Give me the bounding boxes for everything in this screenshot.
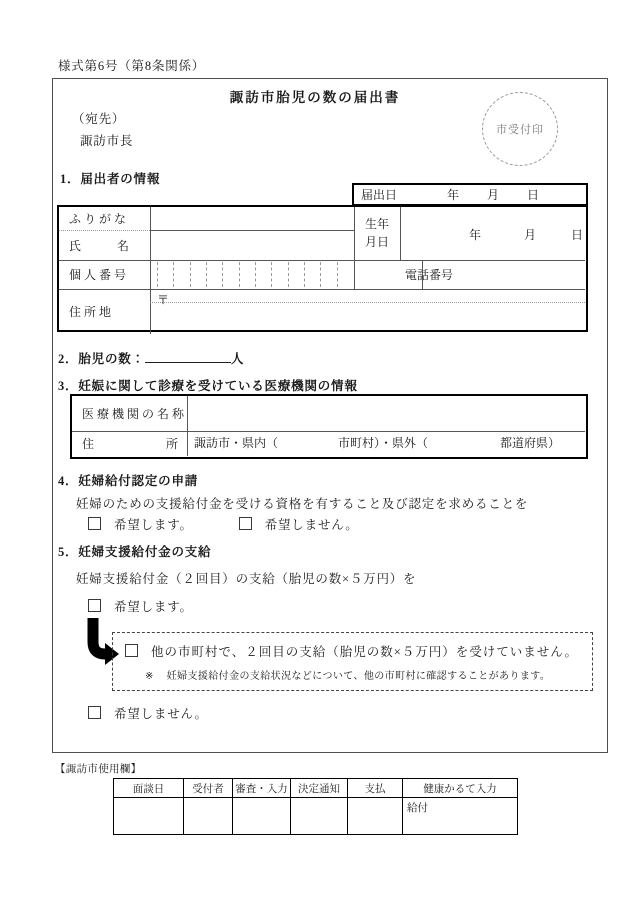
office-use-label: 【諏訪市使用欄】 (55, 764, 142, 775)
furigana-label: ふ り が な (69, 212, 127, 226)
section3-heading: 3．妊娠に関して診療を受けている医療機関の情報 (58, 379, 358, 393)
medical-address-label: 住 所 (82, 437, 178, 451)
personal-number-cells (157, 262, 353, 287)
postal-mark: 〒 (157, 293, 170, 307)
section1-heading: 1．届出者の情報 (60, 172, 161, 186)
cell-decision-notice[interactable] (291, 798, 348, 834)
addressee: 諏訪市長 (80, 134, 134, 148)
cell-interview-date[interactable] (114, 798, 184, 834)
fetus-count-field[interactable] (145, 349, 231, 363)
section4-body: 妊婦のための支援給付金を受ける資格を有すること及び認定を求めることを (76, 497, 529, 511)
report-date-month-label: 月 (487, 188, 500, 202)
address-field[interactable] (151, 303, 585, 334)
personal-number-digit-cell[interactable] (173, 262, 189, 287)
cell-receiver[interactable] (184, 798, 233, 834)
name-field[interactable] (151, 231, 354, 260)
personal-number-digit-cell[interactable] (206, 262, 222, 287)
medical-name-label: 医 療 機 関 の 名 称 (82, 407, 185, 421)
section5-no-checkbox[interactable] (88, 706, 101, 719)
header-decision-notice: 決定通知 (291, 779, 348, 797)
personal-number-digit-cell[interactable] (239, 262, 255, 287)
birth-month-label: 月 (524, 228, 537, 242)
fetus-count-label: 2．胎児の数： (58, 352, 145, 366)
medical-address-options[interactable]: 諏訪市・県内（ 市町村）・県外（ 都道府県） (194, 436, 561, 450)
personal-number-digit-cell[interactable] (190, 262, 206, 287)
report-date-year-label: 年 (447, 188, 460, 202)
header-receiver: 受付者 (184, 779, 233, 797)
personal-number-digit-cell[interactable] (320, 262, 336, 287)
section5-yes-label: 希望します。 (114, 600, 193, 614)
personal-number-label: 個 人 番 号 (69, 268, 127, 282)
applicant-table (57, 205, 588, 332)
header-payment: 支払 (348, 779, 403, 797)
furigana-field[interactable] (151, 207, 354, 230)
section5-no-option (88, 704, 208, 722)
office-use-data-row (114, 798, 517, 834)
section2-line (58, 349, 244, 367)
addressee-label: （宛先） (72, 112, 126, 126)
personal-number-digit-cell[interactable] (337, 262, 353, 287)
personal-number-digit-cell[interactable] (271, 262, 287, 287)
confirmation-line (125, 642, 578, 660)
phone-field[interactable] (423, 261, 585, 289)
header-interview-date: 面談日 (114, 779, 184, 797)
city-receipt-stamp (482, 92, 558, 166)
confirmation-box (112, 632, 593, 691)
divider (354, 207, 355, 289)
personal-number-digit-cell[interactable] (255, 262, 271, 287)
report-date-label: 届出日 (361, 188, 398, 202)
section4-options (88, 515, 359, 533)
confirmation-text: 他の市町村で、２回目の支給（胎児の数×５万円）を受けていません。 (151, 645, 579, 659)
birth-year-label: 年 (469, 228, 482, 242)
birthdate-field[interactable] (401, 207, 585, 260)
header-health-record-input: 健康かるて入力 (423, 783, 497, 795)
section5-yes-checkbox[interactable] (88, 599, 101, 612)
header-review-input: 審査・入力 (233, 779, 291, 797)
postal-code-field[interactable] (171, 290, 585, 302)
section4-yes-label: 希望します。 (114, 518, 193, 532)
fetus-count-unit: 人 (230, 352, 245, 366)
confirmation-checkbox[interactable] (125, 644, 138, 657)
cell-payment[interactable] (348, 798, 403, 834)
note-text: 妊婦支援給付金の支給状況などについて、他の市町村に確認することがあります。 (166, 671, 551, 682)
section5-no-label: 希望しません。 (114, 707, 208, 721)
phone-label: 電話番号 (405, 268, 454, 282)
personal-number-digit-cell[interactable] (288, 262, 304, 287)
cell-review-input[interactable] (233, 798, 291, 834)
section4-yes-checkbox[interactable] (88, 517, 101, 530)
address-label: 住 所 地 (69, 305, 112, 319)
form-title: 諏訪市胎児の数の届出書 (229, 90, 401, 105)
personal-number-digit-cell[interactable] (304, 262, 320, 287)
section5-yes-option (88, 597, 193, 615)
section5-heading: 5．妊婦支援給付金の支給 (58, 545, 212, 559)
birth-day-label: 日 (571, 228, 584, 242)
personal-number-digit-cell[interactable] (222, 262, 238, 287)
form-number: 様式第6号（第8条関係） (58, 59, 206, 73)
name-label: 氏 名 (69, 238, 130, 253)
report-date-box[interactable] (352, 183, 588, 206)
birthdate-label: 生年 月日 (364, 217, 389, 249)
section4-no-label: 希望しません。 (264, 518, 359, 532)
office-use-header-row (114, 779, 517, 798)
confirmation-note (145, 667, 550, 682)
section4-heading: 4．妊婦給付認定の申請 (58, 474, 199, 488)
note-mark: ※ (145, 671, 154, 682)
stamp-label: 市受付印 (496, 124, 544, 136)
office-use-table (113, 778, 518, 835)
personal-number-digit-cell[interactable] (157, 262, 173, 287)
report-date-day-label: 日 (527, 188, 540, 202)
cell-health-record[interactable]: 給付 (407, 803, 428, 814)
section4-no-checkbox[interactable] (239, 517, 252, 530)
medical-name-field[interactable] (188, 396, 585, 431)
medical-table (70, 394, 588, 459)
section5-body: 妊婦支援給付金（２回目）の支給（胎児の数×５万円）を (76, 572, 417, 586)
